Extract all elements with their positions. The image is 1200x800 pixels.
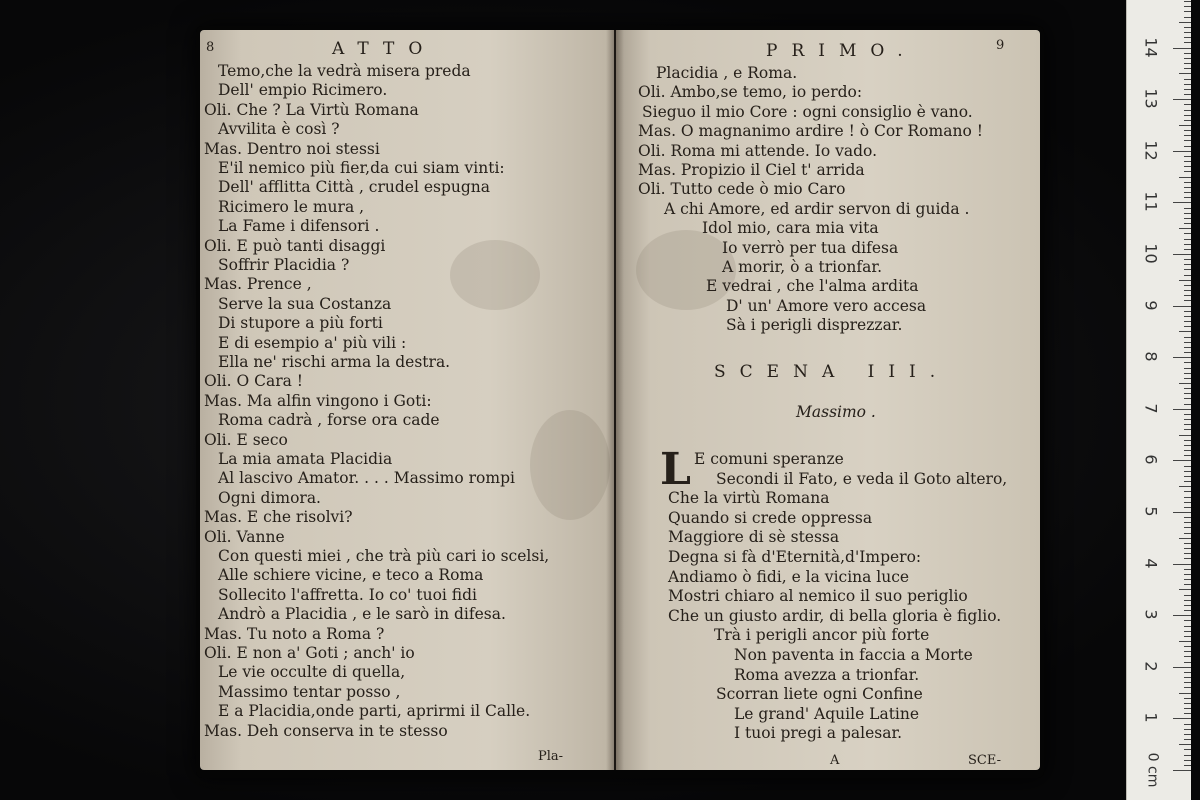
- paper-stain: [450, 240, 540, 310]
- ruler-tick: [1184, 739, 1191, 740]
- ruler-tick: [1179, 486, 1191, 487]
- text-line: Oli. E non a' Goti ; anch' io: [204, 644, 415, 662]
- ruler-tick: [1184, 548, 1191, 549]
- right-catchword: SCE-: [968, 753, 1001, 768]
- ruler-tick: [1184, 171, 1191, 172]
- ruler-tick: [1184, 734, 1191, 735]
- ruler-tick: [1184, 620, 1191, 621]
- text-line: E vedrai , che l'alma ardita: [706, 277, 919, 296]
- ruler-tick: [1184, 610, 1191, 611]
- text-line: Sieguo il mio Core : ogni consiglio è vano.: [642, 102, 973, 121]
- text-line: Di stupore a più forti: [218, 314, 383, 333]
- text-line: Con questi miei , che trà più cari io scelsi,: [218, 547, 550, 565]
- ruler-tick: [1184, 140, 1191, 141]
- ruler-tick: [1179, 22, 1191, 23]
- ruler-tick: [1184, 651, 1191, 652]
- text-line: La Fame i difensori .: [218, 217, 380, 236]
- ruler-tick: [1184, 115, 1191, 116]
- ruler-tick: [1184, 729, 1191, 730]
- ruler-tick: [1184, 213, 1191, 214]
- ruler-tick: [1184, 636, 1191, 637]
- ruler-tick: [1184, 68, 1191, 69]
- ruler-tick: [1184, 440, 1191, 441]
- left-catchword: Pla-: [538, 749, 564, 764]
- text-line: Oli. E seco: [204, 430, 288, 449]
- ruler-tick: [1173, 202, 1191, 203]
- ruler-tick: [1184, 244, 1191, 245]
- text-line: Andiamo ò fidi, e la vicina luce: [668, 567, 910, 586]
- text-line: Mas. Prence ,: [204, 275, 312, 294]
- ruler-tick: [1184, 450, 1191, 451]
- left-page: [200, 30, 614, 770]
- text-line: Mas. Dentro noi stessi: [204, 139, 380, 158]
- ruler-tick: [1184, 1, 1191, 2]
- text-line: E di esempio a' più vili :: [218, 333, 407, 352]
- ruler-tick: [1179, 331, 1191, 332]
- ruler-tick: [1184, 574, 1191, 575]
- ruler-tick: [1184, 89, 1191, 90]
- ruler-number: 2: [1141, 661, 1161, 672]
- ruler-tick: [1184, 362, 1191, 363]
- text-line: D' un' Amore vero accesa: [726, 296, 927, 315]
- ruler-tick: [1184, 724, 1191, 725]
- ruler-tick: [1184, 419, 1191, 420]
- ruler-number: 9: [1141, 300, 1161, 311]
- ruler-tick: [1184, 53, 1191, 54]
- text-line: Avvilita è così ?: [218, 120, 340, 139]
- text-line: Oli. Vanne: [204, 527, 285, 546]
- text-line: Secondi il Fato, e veda il Goto altero,: [716, 469, 1008, 488]
- text-line: Trà i perigli ancor più forte: [714, 626, 930, 645]
- text-line: Mas. Deh conserva in te stesso: [204, 721, 448, 740]
- ruler-tick: [1184, 522, 1191, 523]
- text-line: Io verrò per tua difesa: [722, 238, 899, 257]
- ruler-tick: [1173, 254, 1191, 255]
- text-line: Non paventa in faccia a Morte: [734, 646, 973, 664]
- ruler-tick: [1184, 476, 1191, 477]
- ruler-tick: [1184, 414, 1191, 415]
- ruler-tick: [1184, 749, 1191, 750]
- ruler-tick: [1184, 342, 1191, 343]
- ruler-tick: [1184, 6, 1191, 7]
- text-line: Che la virtù Romana: [668, 489, 830, 508]
- text-line: Ella ne' rischi arma la destra.: [218, 353, 451, 371]
- ruler-tick: [1184, 404, 1191, 405]
- ruler-tick: [1184, 295, 1191, 296]
- ruler-tick: [1184, 156, 1191, 157]
- text-line: Maggiore di sè stessa: [668, 528, 840, 547]
- ruler-tick: [1184, 682, 1191, 683]
- ruler-tick: [1184, 337, 1191, 338]
- text-line: Mas. Propizio il Ciel t' arrida: [638, 161, 865, 179]
- text-line: E comuni speranze: [694, 450, 844, 468]
- ruler-tick: [1184, 182, 1191, 183]
- ruler-tick: [1184, 352, 1191, 353]
- ruler-tick: [1184, 600, 1191, 601]
- ruler-tick: [1179, 177, 1191, 178]
- ruler-tick: [1184, 161, 1191, 162]
- ruler-tick: [1184, 424, 1191, 425]
- ruler-tick: [1184, 197, 1191, 198]
- ruler-tick: [1184, 275, 1191, 276]
- ruler-tick: [1184, 130, 1191, 131]
- ruler-unit-label: 0 cm: [1144, 752, 1161, 788]
- ruler-tick: [1184, 347, 1191, 348]
- ruler-tick: [1184, 223, 1191, 224]
- ruler-number: 4: [1141, 558, 1161, 569]
- text-line: Sà i perigli disprezzar.: [726, 316, 903, 335]
- ruler-number: 7: [1141, 403, 1161, 414]
- ruler-tick: [1184, 79, 1191, 80]
- ruler-tick: [1184, 517, 1191, 518]
- ruler-tick: [1184, 300, 1191, 301]
- ruler-number: 10: [1141, 243, 1161, 264]
- text-line: Alle schiere vicine, e teco a Roma: [218, 566, 484, 585]
- ruler-tick: [1184, 110, 1191, 111]
- drop-cap: L: [660, 444, 691, 495]
- ruler-tick: [1179, 435, 1191, 436]
- ruler-tick: [1184, 58, 1191, 59]
- ruler-tick: [1179, 589, 1191, 590]
- ruler-tick: [1184, 239, 1191, 240]
- text-line: Mas. O magnanimo ardire ! ò Cor Romano !: [638, 122, 983, 141]
- ruler-tick: [1184, 579, 1191, 580]
- ruler-tick: [1184, 311, 1191, 312]
- ruler-tick: [1179, 280, 1191, 281]
- text-line: Oli. Che ? La Virtù Romana: [204, 100, 419, 119]
- ruler-tick: [1184, 533, 1191, 534]
- text-line: Andrò a Placidia , e le sarò in difesa.: [218, 605, 506, 624]
- text-line: Serve la sua Costanza: [218, 294, 392, 313]
- ruler-tick: [1184, 285, 1191, 286]
- ruler-tick: [1184, 466, 1191, 467]
- ruler-tick: [1184, 326, 1191, 327]
- ruler-number: 5: [1141, 506, 1161, 517]
- text-line: Al lascivo Amator. . . . Massimo rompi: [218, 469, 515, 488]
- ruler-tick: [1184, 269, 1191, 270]
- ruler-tick: [1173, 409, 1191, 410]
- ruler-tick: [1173, 357, 1191, 358]
- ruler-tick: [1184, 584, 1191, 585]
- ruler-tick: [1184, 713, 1191, 714]
- ruler-tick: [1184, 497, 1191, 498]
- ruler-tick: [1184, 218, 1191, 219]
- ruler-tick: [1184, 398, 1191, 399]
- text-line: Quando si crede oppressa: [668, 508, 873, 527]
- ruler-tick: [1184, 166, 1191, 167]
- text-line: Ricimero le mura ,: [218, 197, 365, 216]
- ruler-tick: [1184, 63, 1191, 64]
- ruler-tick: [1184, 259, 1191, 260]
- ruler-tick: [1179, 641, 1191, 642]
- ruler-tick: [1184, 146, 1191, 147]
- text-line: Mas. Ma alfin vingono i Goti:: [204, 391, 432, 410]
- text-line: A morir, ò a trionfar.: [722, 258, 883, 276]
- text-line: Roma cadrà , forse ora cade: [218, 411, 440, 430]
- text-line: Degna si fà d'Eternità,d'Impero:: [668, 548, 922, 566]
- ruler-tick: [1184, 42, 1191, 43]
- ruler-tick: [1173, 770, 1191, 771]
- ruler-tick: [1184, 646, 1191, 647]
- ruler-number: 1: [1141, 712, 1161, 723]
- ruler-tick: [1184, 94, 1191, 95]
- text-line: I tuoi pregi a palesar.: [734, 724, 903, 743]
- ruler-tick: [1184, 662, 1191, 663]
- ruler-tick: [1184, 290, 1191, 291]
- ruler-tick: [1184, 626, 1191, 627]
- text-line: Mostri chiaro al nemico il suo periglio: [668, 587, 968, 606]
- ruler-tick: [1184, 687, 1191, 688]
- ruler-tick: [1173, 512, 1191, 513]
- text-line: Roma avezza a trionfar.: [734, 665, 920, 684]
- text-line: Sollecito l'affretta. Io co' tuoi fidi: [218, 585, 477, 604]
- ruler-tick: [1173, 667, 1191, 668]
- ruler-tick: [1184, 558, 1191, 559]
- text-line: Mas. Tu noto a Roma ?: [204, 624, 385, 643]
- ruler-tick: [1173, 564, 1191, 565]
- ruler-number: 6: [1141, 454, 1161, 465]
- text-line: Temo,che la vedrà misera preda: [218, 62, 471, 80]
- text-line: Scorran liete ogni Confine: [716, 685, 923, 704]
- ruler-tick: [1179, 73, 1191, 74]
- ruler-tick: [1184, 481, 1191, 482]
- ruler-tick: [1184, 233, 1191, 234]
- ruler-tick: [1184, 393, 1191, 394]
- ruler-tick: [1179, 228, 1191, 229]
- ruler-tick: [1184, 755, 1191, 756]
- text-line: Mas. E che risolvi?: [204, 508, 353, 527]
- right-page-header: PRIMO.: [766, 41, 917, 61]
- ruler-tick: [1184, 373, 1191, 374]
- ruler-tick: [1184, 120, 1191, 121]
- ruler-tick: [1184, 698, 1191, 699]
- paper-stain: [636, 230, 736, 310]
- ruler-tick: [1184, 321, 1191, 322]
- ruler-tick: [1184, 264, 1191, 265]
- ruler-tick: [1184, 527, 1191, 528]
- ruler-tick: [1184, 17, 1191, 18]
- ruler-tick: [1184, 249, 1191, 250]
- ruler-tick: [1173, 99, 1191, 100]
- ruler-tick: [1184, 429, 1191, 430]
- ruler-tick: [1184, 703, 1191, 704]
- ruler-tick: [1184, 677, 1191, 678]
- ruler-tick: [1184, 388, 1191, 389]
- ruler-tick: [1184, 135, 1191, 136]
- ruler-tick: [1184, 187, 1191, 188]
- text-line: Dell' afflitta Città , crudel espugna: [218, 178, 491, 197]
- right-page-number: 9: [996, 38, 1005, 53]
- ruler-tick: [1173, 615, 1191, 616]
- text-line: Le grand' Aquile Latine: [734, 704, 920, 723]
- ruler-tick: [1184, 553, 1191, 554]
- ruler-tick: [1184, 208, 1191, 209]
- ruler-tick: [1184, 11, 1191, 12]
- left-page-header: ATTO: [332, 39, 437, 59]
- ruler-tick: [1184, 656, 1191, 657]
- ruler-tick: [1173, 151, 1191, 152]
- ruler-number: 12: [1141, 140, 1161, 161]
- text-line: La mia amata Placidia: [218, 450, 393, 468]
- text-line: Idol mio, cara mia vita: [702, 219, 879, 238]
- measuring-ruler: [1126, 0, 1191, 800]
- ruler-number: 11: [1141, 191, 1161, 213]
- ruler-tick: [1184, 502, 1191, 503]
- ruler-tick: [1184, 378, 1191, 379]
- text-line: Che un giusto ardir, di bella gloria è figlio.: [668, 606, 1002, 625]
- ruler-tick: [1184, 605, 1191, 606]
- ruler-tick: [1179, 744, 1191, 745]
- book-gutter: [606, 30, 624, 770]
- text-line: Oli. E può tanti disaggi: [204, 236, 386, 255]
- text-line: A chi Amore, ed ardir servon di guida .: [664, 199, 970, 218]
- ruler-tick: [1184, 37, 1191, 38]
- paper-stain: [530, 410, 610, 520]
- ruler-number: 13: [1141, 88, 1161, 109]
- text-line: Oli. Roma mi attende. Io vado.: [638, 141, 878, 160]
- ruler-tick: [1184, 316, 1191, 317]
- ruler-tick: [1184, 543, 1191, 544]
- ruler-tick: [1184, 445, 1191, 446]
- ruler-tick: [1184, 708, 1191, 709]
- ruler-number: 3: [1141, 609, 1161, 620]
- ruler-tick: [1179, 125, 1191, 126]
- scene-character: Massimo .: [796, 403, 876, 421]
- ruler-tick: [1184, 569, 1191, 570]
- ruler-tick: [1184, 192, 1191, 193]
- text-line: E'il nemico più fier,da cui siam vinti:: [218, 159, 505, 177]
- text-line: Soffrir Placidia ?: [218, 256, 350, 274]
- ruler-tick: [1184, 760, 1191, 761]
- text-line: Placidia , e Roma.: [656, 64, 798, 82]
- right-page: [616, 30, 1040, 770]
- left-page-number: 8: [206, 40, 215, 55]
- ruler-tick: [1184, 672, 1191, 673]
- text-line: E a Placidia,onde parti, aprirmi il Calle.: [218, 702, 531, 721]
- ruler-tick: [1179, 383, 1191, 384]
- signature-mark: A: [830, 753, 840, 768]
- ruler-tick: [1184, 595, 1191, 596]
- ruler-tick: [1184, 631, 1191, 632]
- ruler-tick: [1179, 693, 1191, 694]
- ruler-tick: [1179, 538, 1191, 539]
- text-line: Massimo tentar posso ,: [218, 682, 401, 701]
- ruler-tick: [1173, 460, 1191, 461]
- text-line: Ogni dimora.: [218, 488, 321, 507]
- ruler-tick: [1184, 84, 1191, 85]
- ruler-tick: [1184, 104, 1191, 105]
- ruler-number: 8: [1141, 351, 1161, 362]
- ruler-tick: [1184, 32, 1191, 33]
- ruler-number: 14: [1141, 36, 1161, 58]
- text-line: Le vie occulte di quella,: [218, 663, 406, 682]
- ruler-tick: [1173, 48, 1191, 49]
- scene-title: SCENA III.: [714, 362, 950, 382]
- text-line: Oli. Tutto cede ò mio Caro: [638, 180, 846, 199]
- ruler-tick: [1173, 718, 1191, 719]
- ruler-tick: [1184, 471, 1191, 472]
- ruler-tick: [1184, 491, 1191, 492]
- text-line: Dell' empio Ricimero.: [218, 81, 388, 100]
- text-line: Oli. Ambo,se temo, io perdo:: [638, 83, 863, 102]
- ruler-tick: [1173, 306, 1191, 307]
- ruler-tick: [1184, 27, 1191, 28]
- ruler-tick: [1184, 368, 1191, 369]
- ruler-tick: [1184, 765, 1191, 766]
- text-line: Oli. O Cara !: [204, 372, 304, 391]
- ruler-tick: [1184, 507, 1191, 508]
- ruler-tick: [1184, 455, 1191, 456]
